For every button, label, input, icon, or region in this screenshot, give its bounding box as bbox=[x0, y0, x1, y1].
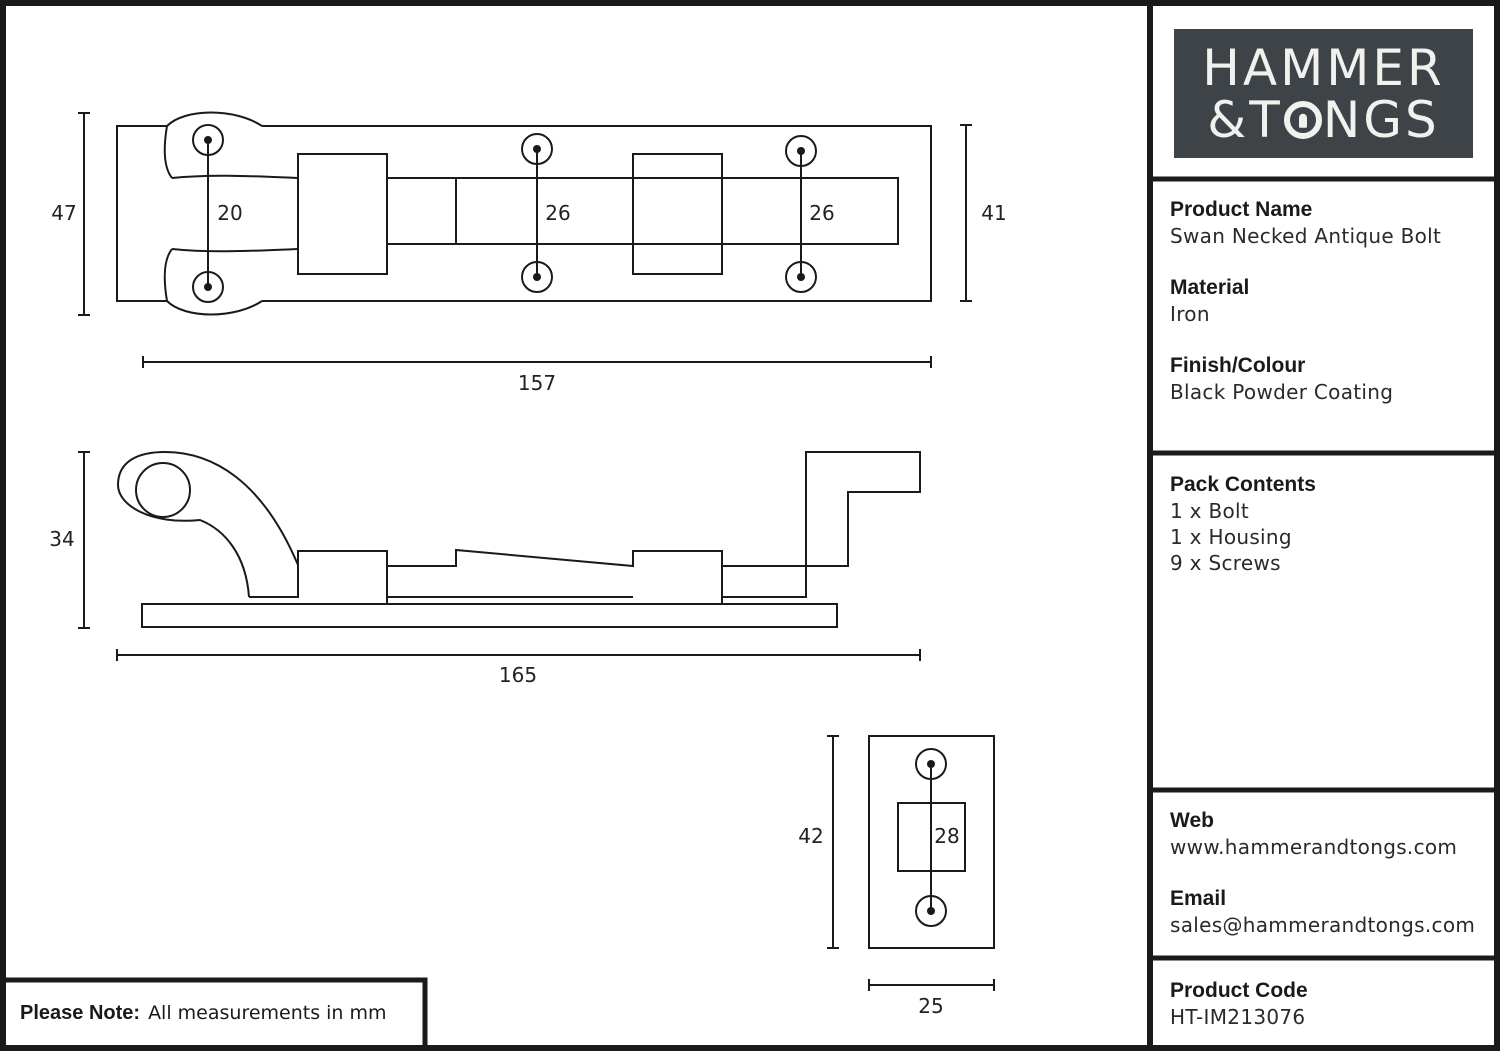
email-label: Email bbox=[1170, 887, 1227, 910]
dim-keep-height: 42 bbox=[798, 824, 824, 848]
keyhole-icon bbox=[1284, 101, 1322, 139]
brand-line-2 bbox=[1207, 90, 1440, 149]
brand-ngs: NGS bbox=[1322, 90, 1440, 149]
product-code-panel bbox=[1158, 978, 1492, 1030]
dim-top-hole-2: 26 bbox=[545, 201, 571, 225]
material-label: Material bbox=[1170, 276, 1250, 299]
product-details-panel bbox=[1158, 197, 1492, 431]
brand-line-1: HAMMER bbox=[1202, 38, 1445, 97]
dim-top-hole-1: 20 bbox=[217, 201, 243, 225]
dim-top-height-left: 47 bbox=[51, 201, 77, 225]
dim-side-length: 165 bbox=[498, 663, 538, 687]
dim-top-height-right: 41 bbox=[981, 201, 1007, 225]
finish-value: Black Powder Coating bbox=[1170, 380, 1394, 404]
brand-logo bbox=[1174, 29, 1473, 158]
product-code-label: Product Code bbox=[1170, 979, 1308, 1002]
contact-panel bbox=[1158, 808, 1492, 964]
dim-keep-hole: 28 bbox=[934, 824, 960, 848]
bolt-side-view bbox=[118, 452, 920, 627]
pack-item: 9 x Screws bbox=[1170, 551, 1281, 575]
product-code-value: HT-IM213076 bbox=[1170, 1005, 1306, 1029]
product-name-value: Swan Necked Antique Bolt bbox=[1170, 224, 1442, 248]
dim-top-hole-3: 26 bbox=[809, 201, 835, 225]
email-link[interactable]: sales@hammerandtongs.com bbox=[1170, 913, 1476, 937]
dim-keep-width: 25 bbox=[918, 994, 944, 1018]
web-label: Web bbox=[1170, 809, 1214, 832]
dim-side-height: 34 bbox=[49, 527, 75, 551]
brand-ampersand: & bbox=[1207, 90, 1250, 149]
dim-top-length: 157 bbox=[517, 371, 557, 395]
note-text: All measurements in mm bbox=[148, 1002, 387, 1024]
pack-item: 1 x Bolt bbox=[1170, 499, 1250, 523]
product-name-label: Product Name bbox=[1170, 198, 1313, 221]
pack-item: 1 x Housing bbox=[1170, 525, 1292, 549]
pack-contents-label: Pack Contents bbox=[1170, 473, 1316, 496]
material-value: Iron bbox=[1170, 302, 1210, 326]
finish-label: Finish/Colour bbox=[1170, 354, 1306, 377]
pack-contents-panel bbox=[1158, 472, 1492, 576]
brand-t: T bbox=[1249, 90, 1283, 149]
web-link[interactable]: www.hammerandtongs.com bbox=[1170, 835, 1458, 859]
note-label: Please Note: bbox=[20, 1001, 141, 1024]
measurement-note bbox=[6, 981, 423, 1045]
